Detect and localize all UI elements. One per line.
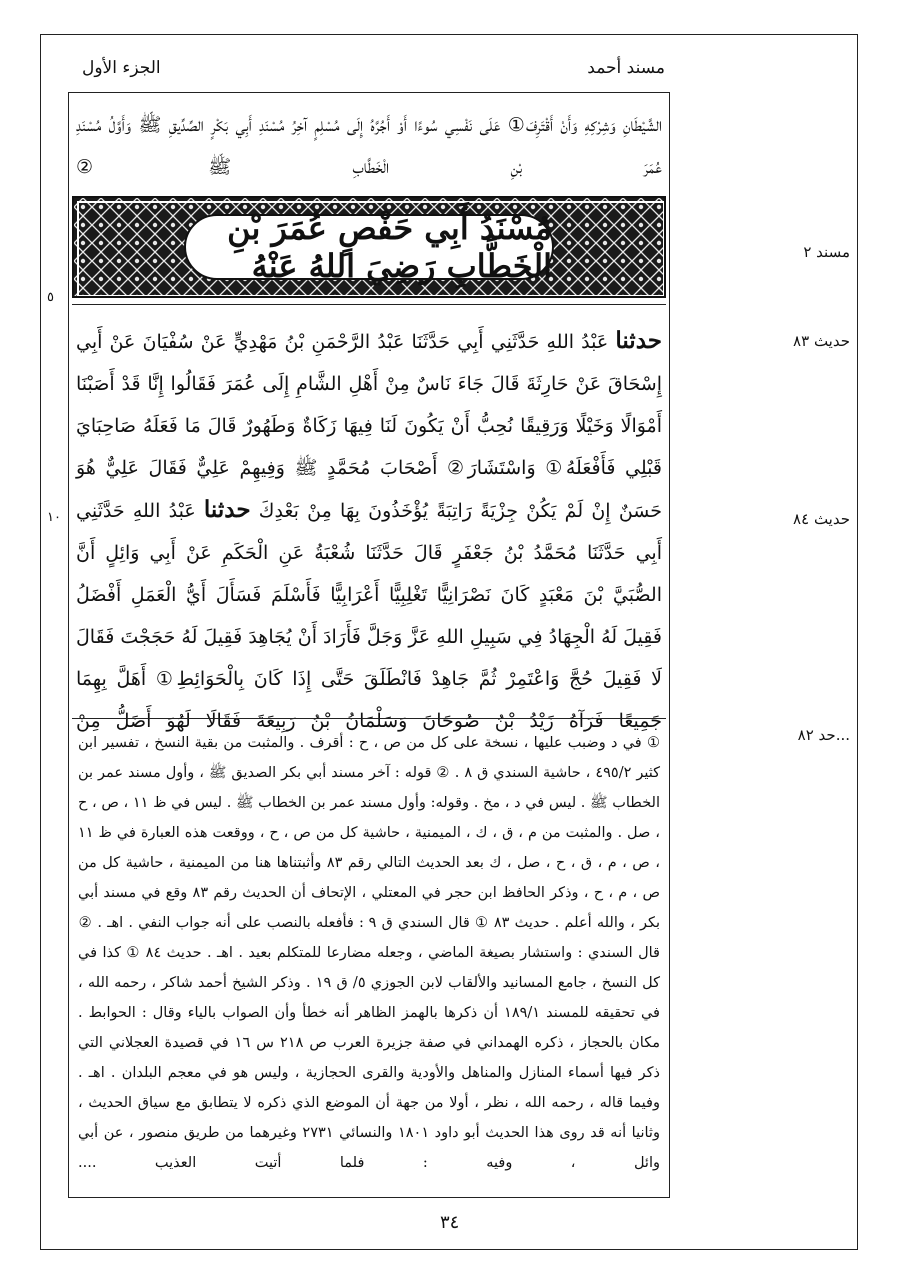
volume-label: الجزء الأول: [82, 58, 161, 78]
book-title: مسند أحمد: [587, 58, 665, 78]
banner-divider: [72, 304, 666, 305]
margin-hadith83-label: حديث ٨٣: [793, 332, 850, 350]
margin-hadith84-label: حديث ٨٤: [793, 510, 850, 528]
line-number-10: ١٠: [47, 510, 61, 525]
intro-paragraph: الشَّيْطَانِ وَشِرْكِهِ وَأَنْ أَقْتَرِفَ① عَلَى نَفْسِي سُوءًا أَوْ أَجُرَّهُ إِلَى مُسْلِمٍ آخِرُ مُسْنَدِ أَبِي بَكْرٍ الصِّدِّيقِ ﷺ وَأَوَّلُ مُسْنَدِ عُمَرَ بْنِ الْخَطَّابِ ﷺ②: [76, 114, 662, 178]
banner-title: مُسْنَدُ أَبِي حَفْصٍ عُمَرَ بْنِ الْخَطَّابِ رَضِيَ اللهُ عَنْهُ: [184, 214, 554, 280]
hadith84-body: عَبْدُ اللهِ حَدَّثَنِي أَبِي حَدَّثَنَا مُحَمَّدُ بْنُ جَعْفَرٍ قَالَ حَدَّثَنَا شُعْبَةُ عَنِ الْحَكَمِ عَنْ أَبِي وَائِلٍ أَنَّ الصُّبَيَّ بْنَ مَعْبَدٍ كَانَ نَصْرَانِيًّا تَغْلِبِيًّا أَعْرَابِيًّا فَأَسْلَمَ فَسَأَلَ أَيُّ الْعَمَلِ أَفْضَلُ فَقِيلَ لَهُ الْجِهَادُ فِي سَبِيلِ اللهِ عَزَّ وَجَلَّ فَأَرَادَ أَنْ يُجَاهِدَ فَقِيلَ لَهُ حَجَجْتَ فَقَالَ لَا فَقِيلَ حُجَّ وَاعْتَمِرْ ثُمَّ جَاهِدْ فَانْطَلَقَ حَتَّى إِذَا كَانَ بِالْحَوَائِطِ① أَهَلَّ بِهِمَا جَمِيعًا فَرَآهُ زَيْدُ بْنُ صُوحَانَ وَسَلْمَانُ بْنُ رَبِيعَةَ فَقَالَا لَهُوَ أَضَلُّ مِنْ: [76, 500, 662, 732]
footnotes: ① في د وضبب عليها ، نسخة على كل من ص ، ح : أقرف . والمثبت من بقية النسخ ، تفسير ابن كثير ٤٩٥/٢ ، حاشية السندي ق ٨ . ② قوله : آخر مسند أبي بكر الصديق ﷺ ، وأول مسند عمر بن الخطاب ﷺ . ليس في د ، مخ . وقوله: وأول مسند عمر بن الخطاب ﷺ . ليس في ظ ١١ ، ص ، ح ، صل . والمثبت من م ، ق ، ك ، الميمنية ، حاشية كل من ص ، ح ، ووقعت هذه العبارة في ظ ١١ ، ص ، م ، ق ، ح ، صل ، ك بعد الحديث التالي رقم ٨٣ وأثبتناها هنا من الميمنية ، حاشية كل من ص ، م ، ح ، وذكر الحافظ ابن حجر في المعتلي ، الإتحاف أن الحديث رقم ٨٣ وقع في مسند أبي بكر ، والله أعلم . حديث ٨٣ ① قال السندي ق ٩ : فأفعله بالنصب على أنه جواب النفي . اهـ . ② قال السندي : واستشار بصيغة الماضي ، وجعله مضارعا للمتكلم بعيد . اهـ . حديث ٨٤ ① كذا في كل النسخ ، جامع المسانيد والألقاب لابن الجوزي ٥/ ق ١٩ . وذكر الشيخ أحمد شاكر ، رحمه الله ، في تحقيقه للمسند ١٨٩/١ أن ذكرها بالهمز الظاهر أنه خطأ وأن الصواب بالياء وقال : الحوابط . مكان بالحجاز ، ذكره الهمداني في صفة جزيرة العرب ص ٢١٨ س ١٦ في قصيدة العجلاني التي ذكر فيها أسماء المنازل والمناهل والأودية والقرى الحجازية ، وليس هو في معجم البلدان . اهـ . وفيما قاله ، رحمه الله ، نظر ، أولا من جهة أن الموضع الذي ذكره لا يتطابق مع سياق الحديث ، وثانيا أنه قد روى هذا الحديث أبو داود ١٨٠١ والنسائي ٢٧٣١ وغيرهما من طريق منصور ، عن أبي وائل ، وفيه : فلما أتيت العذيب ....: [78, 735, 661, 1171]
hadith-text: [76, 320, 662, 742]
hadith83-body: عَبْدُ اللهِ حَدَّثَنِي أَبِي حَدَّثَنَا عَبْدُ الرَّحْمَنِ بْنُ مَهْدِيٍّ عَنْ سُفْيَانَ عَنْ أَبِي إِسْحَاقَ عَنْ حَارِثَةَ قَالَ جَاءَ نَاسٌ مِنْ أَهْلِ الشَّامِ إِلَى عُمَرَ فَقَالُوا إِنَّا قَدْ أَصَبْنَا أَمْوَالًا وَخَيْلًا وَرَقِيقًا نُحِبُّ أَنْ يَكُونَ لَنَا فِيهَا زَكَاةٌ وَطَهُورٌ قَالَ مَا فَعَلَهُ صَاحِبَايَ قَبْلِي فَأَفْعَلَهُ① وَاسْتَشَارَ② أَصْحَابَ مُحَمَّدٍ ﷺ وَفِيهِمْ عَلِيٌّ فَقَالَ عَلِيٌّ هُوَ حَسَنٌ إِنْ لَمْ يَكُنْ جِزْيَةً رَاتِبَةً يُؤْخَذُونَ بِهَا مِنْ بَعْدِكَ: [76, 331, 662, 522]
page-number: ٣٤: [440, 1212, 460, 1233]
hadith83-lead: حدثنا: [615, 327, 662, 354]
margin-musnad-label: مسند ٢: [803, 243, 850, 261]
hadith84-lead: حدثنا: [203, 496, 251, 523]
margin-hadith82-cont: ...حد ٨٢: [797, 726, 850, 744]
musnad-banner: [72, 196, 666, 298]
line-number-5: ٥: [47, 290, 54, 305]
footnote-divider: [72, 718, 666, 719]
